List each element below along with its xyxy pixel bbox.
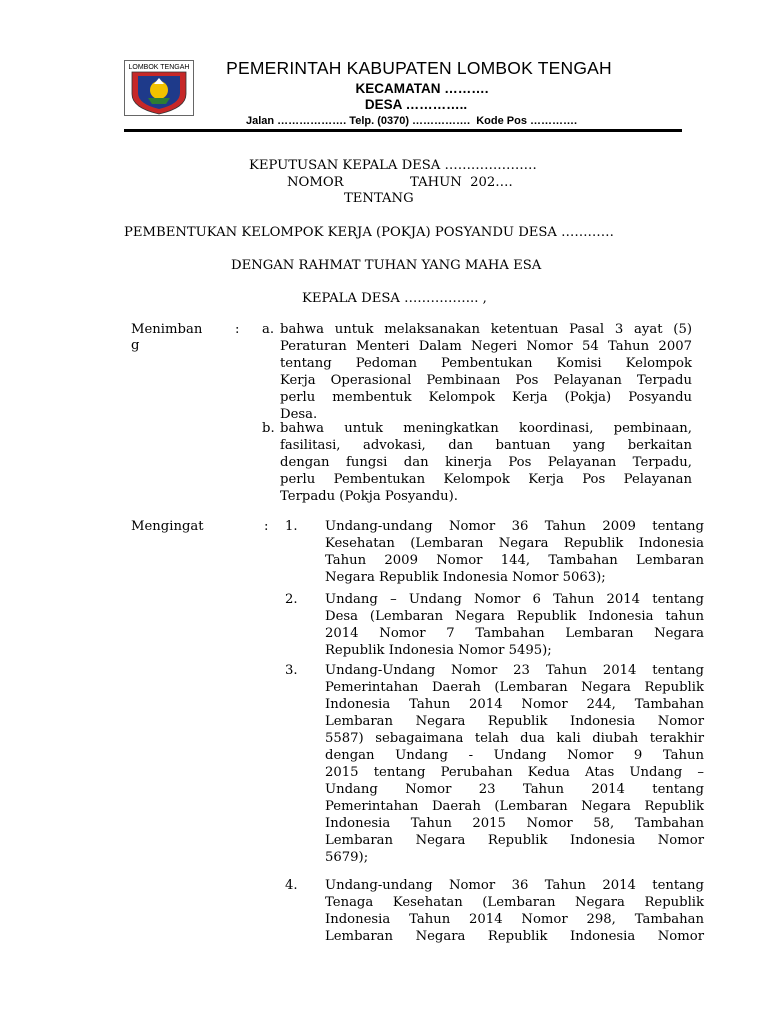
- menimbang-marker-a: a.: [262, 322, 275, 337]
- text-line: Republik Indonesia Nomor 5495);: [325, 643, 552, 658]
- decree-number-label: NOMOR: [287, 175, 344, 190]
- text-line: fasilitasi, advokasi, dan bantuan yang berkaitan: [280, 438, 692, 453]
- menimbang-marker-b: b.: [262, 421, 275, 436]
- mengingat-marker-4: 4.: [285, 878, 298, 893]
- text-line: 5587) sebagaimana telah dua kali diubah terakhir: [325, 731, 704, 746]
- text-line: Indonesia Tahun 2015 Nomor 58, Tambahan: [325, 816, 704, 831]
- mengingat-item-1: [325, 518, 704, 586]
- text-line: Undang Nomor 23 Tahun 2014 tentang: [325, 782, 704, 797]
- text-line: Tenaga Kesehatan (Lembaran Negara Republik: [325, 895, 704, 910]
- blessing-line: DENGAN RAHMAT TUHAN YANG MAHA ESA: [231, 258, 542, 273]
- text-line: bahwa untuk melaksanakan ketentuan Pasal 3 ayat (5): [280, 322, 692, 337]
- decree-title: KEPUTUSAN KEPALA DESA …………………: [249, 158, 537, 173]
- kecamatan-line: KECAMATAN ……….: [355, 81, 489, 96]
- text-line: Desa (Lembaran Negara Republik Indonesia tahun: [325, 609, 704, 624]
- mengingat-item-2: [325, 591, 704, 659]
- text-line: Undang-undang Nomor 36 Tahun 2009 tentang: [325, 519, 704, 534]
- text-line: Pemerintahan Daerah (Lembaran Negara Republik: [325, 680, 704, 695]
- menimbang-colon: :: [235, 322, 240, 337]
- text-line: Tahun 2009 Nomor 144, Tambahan Lembaran: [325, 553, 704, 568]
- text-line: 2014 Nomor 7 Tambahan Lembaran Negara: [325, 626, 704, 641]
- menimbang-item-a: [280, 321, 692, 423]
- text-line: 2015 tentang Perubahan Kedua Atas Undang –: [325, 765, 704, 780]
- text-line: perlu membentuk Kelompok Kerja (Pokja) Posyandu: [280, 390, 692, 405]
- mengingat-label: Mengingat: [131, 519, 204, 534]
- text-line: Kesehatan (Lembaran Negara Republik Indonesia: [325, 536, 704, 551]
- mengingat-item-3: [325, 662, 704, 866]
- text-line: Indonesia Tahun 2014 Nomor 298, Tambahan: [325, 912, 704, 927]
- menimbang-item-b: [280, 420, 692, 505]
- logo-text: LOMBOK TENGAH: [128, 64, 190, 71]
- text-line: Kerja Operasional Pembinaan Pos Pelayanan Terpadu: [280, 373, 692, 388]
- mengingat-marker-3: 3.: [285, 663, 298, 678]
- text-line: Pemerintahan Daerah (Lembaran Negara Republik: [325, 799, 704, 814]
- text-line: tentang Pedoman Pembentukan Komisi Kelompok: [280, 356, 692, 371]
- mengingat-marker-1: 1.: [285, 519, 298, 534]
- text-line: Undang – Undang Nomor 6 Tahun 2014 tentang: [325, 592, 704, 607]
- text-line: Desa.: [280, 407, 318, 422]
- address-line: Jalan ………………. Telp. (0370) ……………. Kode Pos ………….: [246, 115, 578, 127]
- text-line: Indonesia Tahun 2014 Nomor 244, Tambahan: [325, 697, 704, 712]
- text-line: Lembaran Negara Republik Indonesia Nomor: [325, 833, 704, 848]
- text-line: perlu Pembentukan Kelompok Kerja Pos Pelayanan: [280, 472, 692, 487]
- mengingat-item-4: [325, 877, 704, 945]
- mengingat-marker-2: 2.: [285, 592, 298, 607]
- decree-subject: PEMBENTUKAN KELOMPOK KERJA (POKJA) POSYANDU DESA …………: [124, 225, 614, 240]
- text-line: Undang-undang Nomor 36 Tahun 2014 tentang: [325, 878, 704, 893]
- government-title: PEMERINTAH KABUPATEN LOMBOK TENGAH: [226, 58, 612, 78]
- menimbang-label-wrap: g: [131, 338, 140, 353]
- decree-tentang: TENTANG: [344, 191, 414, 206]
- text-line: Negara Republik Indonesia Nomor 5063);: [325, 570, 606, 585]
- letterhead-divider: [124, 129, 682, 132]
- text-line: bahwa untuk meningkatkan koordinasi, pembinaan,: [280, 421, 692, 436]
- text-line: Lembaran Negara Republik Indonesia Nomor: [325, 929, 704, 944]
- text-line: dengan fungsi dan kinerja Pos Pelayanan Terpadu,: [280, 455, 692, 470]
- desa-line: DESA …………..: [364, 97, 468, 112]
- text-line: Undang-Undang Nomor 23 Tahun 2014 tentang: [325, 663, 704, 678]
- text-line: dengan Undang - Undang Nomor 9 Tahun: [325, 748, 704, 763]
- text-line: Terpadu (Pokja Posyandu).: [280, 489, 458, 504]
- text-line: Lembaran Negara Republik Indonesia Nomor: [325, 714, 704, 729]
- kepala-desa-line: KEPALA DESA …………….. ,: [302, 291, 487, 306]
- menimbang-label: Menimban: [131, 322, 203, 337]
- text-line: Peraturan Menteri Dalam Negeri Nomor 54 Tahun 2007: [280, 339, 692, 354]
- mengingat-colon: :: [264, 519, 269, 534]
- text-line: 5679);: [325, 850, 369, 865]
- decree-year: TAHUN 202….: [410, 175, 513, 190]
